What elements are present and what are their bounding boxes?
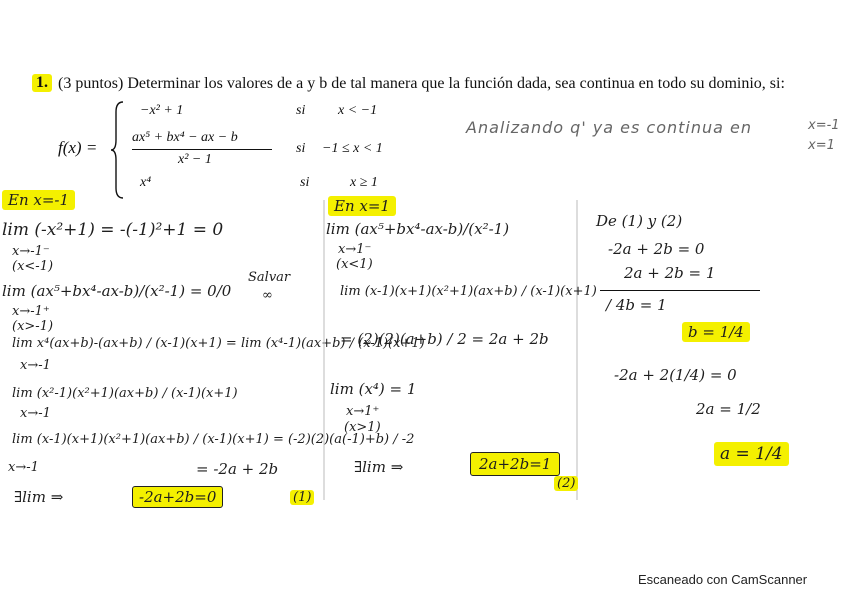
column-divider-2	[575, 200, 579, 500]
col1-result: -2a+2b=0	[132, 486, 223, 508]
piecewise-brace	[110, 100, 126, 200]
col1-line-6: (x>-1)	[12, 319, 54, 334]
col1-line-13: = -2a + 2b	[196, 460, 279, 478]
col1-line-4: lim (ax⁵+bx⁴-ax-b)/(x²-1) = 0/0	[2, 282, 232, 300]
problem-number: 1.	[32, 74, 52, 92]
piece-1-si: si	[296, 103, 306, 118]
col2-line-5: = (2)(2)(a+b) / 2 = 2a + 2b	[340, 330, 549, 348]
col1-line-10: x→-1	[20, 406, 51, 421]
col2-line-3: (x<1)	[336, 257, 373, 272]
col1-line-3: (x<-1)	[12, 259, 54, 274]
col1-line-1: lim (-x²+1) = -(-1)²+1 = 0	[2, 220, 224, 240]
col1-conclusion: ∃lim ⇒	[14, 488, 64, 506]
piece-3-condition: x ≥ 1	[350, 175, 378, 190]
piece-2-fraction-bar	[132, 149, 272, 150]
col2-result: 2a+2b=1	[470, 452, 560, 476]
col2-line-1: lim (ax⁵+bx⁴-ax-b)/(x²-1)	[326, 220, 510, 238]
col1-line-8: x→-1	[20, 358, 51, 373]
problem-statement: (3 puntos) Determinar los valores de a y b de tal manera que la función dada, sea continua en todo su dominio, si:	[58, 75, 785, 92]
col3-sum-rule	[600, 290, 760, 291]
col2-line-8: (x>1)	[344, 420, 381, 435]
col1-note-salvar: Salvar	[248, 270, 291, 285]
col1-line-9: lim (x²-1)(x²+1)(ax+b) / (x-1)(x+1)	[12, 386, 238, 401]
col2-result-tag: (2)	[554, 476, 578, 491]
col3-heading: De (1) y (2)	[596, 212, 683, 230]
pencil-note-point-1: x=-1	[808, 118, 840, 133]
column-divider-1	[322, 200, 326, 500]
col3-b-result: b = 1/4	[682, 322, 750, 342]
col3-line-4: -2a + 2(1/4) = 0	[614, 366, 737, 384]
col1-result-tag: (1)	[290, 490, 314, 505]
piece-2-si: si	[296, 141, 306, 156]
piece-1-expr: −x² + 1	[140, 103, 184, 118]
col1-line-5: x→-1⁺	[12, 304, 50, 319]
piece-3-si: si	[300, 175, 310, 190]
col1-line-2: x→-1⁻	[12, 244, 50, 259]
col1-line-12: x→-1	[8, 460, 39, 475]
col2-line-6: lim (x⁴) = 1	[330, 380, 417, 398]
pencil-note-point-2: x=1	[808, 138, 835, 153]
scan-watermark: Escaneado con CamScanner	[638, 572, 808, 587]
col1-heading: En x=-1	[2, 190, 75, 210]
col3-a-result: a = 1/4	[714, 442, 789, 466]
col1-line-11: lim (x-1)(x+1)(x²+1)(ax+b) / (x-1)(x+1) = (-2)(2)(a(-1)+b) / -2	[12, 432, 415, 447]
piece-2-denominator: x² − 1	[178, 152, 212, 167]
function-name: f(x) =	[58, 138, 98, 157]
col1-note-infinity: ∞	[262, 288, 273, 303]
col3-line-1: -2a + 2b = 0	[608, 240, 705, 258]
col2-conclusion: ∃lim ⇒	[354, 458, 404, 476]
piece-3-expr: x⁴	[140, 175, 152, 190]
pencil-note: Analizando q' ya es continua en	[466, 118, 753, 137]
col2-line-4: lim (x-1)(x+1)(x²+1)(ax+b) / (x-1)(x+1)	[340, 284, 597, 299]
piece-2-numerator: ax⁵ + bx⁴ − ax − b	[132, 130, 238, 145]
piece-1-condition: x < −1	[338, 103, 378, 118]
col2-heading: En x=1	[328, 196, 396, 216]
col3-line-5: 2a = 1/2	[696, 400, 761, 418]
col3-line-2: 2a + 2b = 1	[624, 264, 716, 282]
col2-line-2: x→1⁻	[338, 242, 372, 257]
col1-line-7: lim x⁴(ax+b)-(ax+b) / (x-1)(x+1) = lim (x⁴-1)(ax+b) / (x-1)(x+1)	[12, 336, 425, 351]
col2-line-7: x→1⁺	[346, 404, 380, 419]
piece-2-condition: −1 ≤ x < 1	[322, 141, 383, 156]
col3-line-3: / 4b = 1	[606, 296, 667, 314]
